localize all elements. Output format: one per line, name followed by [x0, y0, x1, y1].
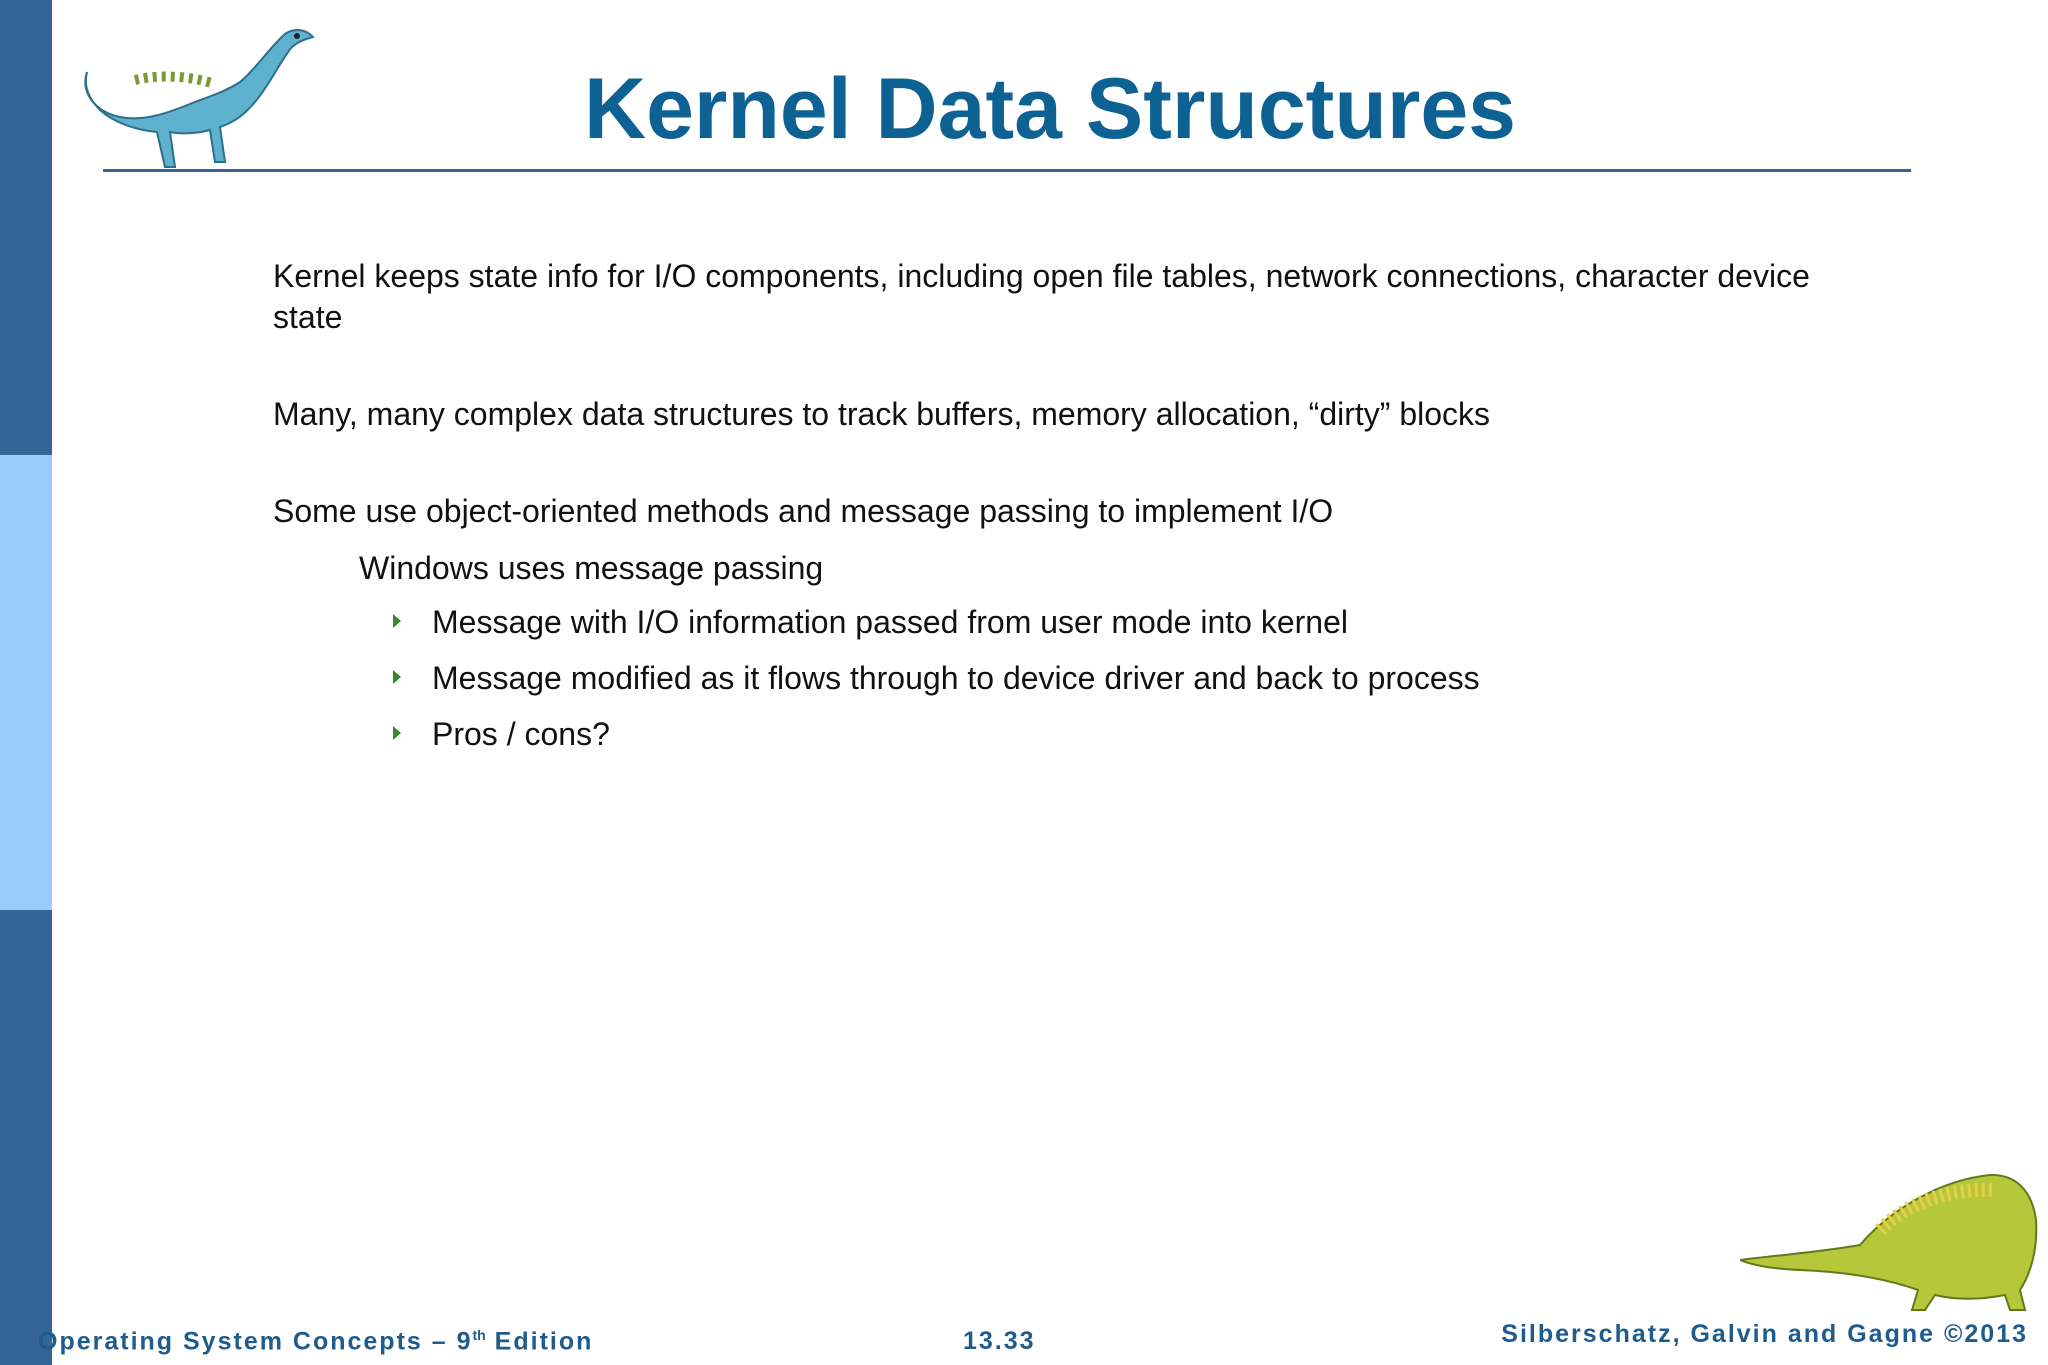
footer-copyright: Silberschatz, Galvin and Gagne ©2013	[1501, 1320, 2028, 1348]
footer-edition-superscript: th	[472, 1327, 486, 1343]
bullet-arrow-icon	[393, 670, 401, 684]
list-item	[388, 714, 1888, 770]
side-band-middle	[0, 455, 52, 910]
slide-title: Kernel Data Structures	[584, 61, 1516, 157]
bullet-arrow-icon	[393, 614, 401, 628]
paragraph-data-structures: Many, many complex data structures to track buffers, memory allocation, “dirty” blocks	[273, 396, 1491, 432]
bullet-text: Message with I/O information passed from user mode into kernel	[432, 604, 1348, 640]
bullet-list	[388, 602, 1888, 770]
list-item	[388, 658, 1888, 714]
footer-page-number: 13.33	[963, 1327, 1036, 1355]
footer-book-name: Operating System Concepts – 9	[38, 1327, 473, 1356]
paragraph-message-passing: Some use object-oriented methods and message passing to implement I/O	[273, 493, 1334, 529]
bullet-text: Pros / cons?	[432, 716, 610, 752]
dinosaur-bottom-illustration	[1740, 1160, 2040, 1315]
title-divider	[103, 169, 1911, 172]
side-band-bottom	[0, 910, 52, 1365]
list-item	[388, 602, 1888, 658]
sub-item-windows: Windows uses message passing	[359, 550, 824, 586]
side-band-top	[0, 0, 52, 455]
bullet-arrow-icon	[393, 726, 401, 740]
footer-edition-word: Edition	[485, 1327, 594, 1356]
bullet-text: Message modified as it flows through to device driver and back to process	[432, 660, 1480, 696]
footer-book-title	[38, 1327, 593, 1356]
slide-content	[273, 256, 1833, 588]
paragraph-kernel-state: Kernel keeps state info for I/O components, including open file tables, network connections, character device state	[273, 258, 1810, 335]
